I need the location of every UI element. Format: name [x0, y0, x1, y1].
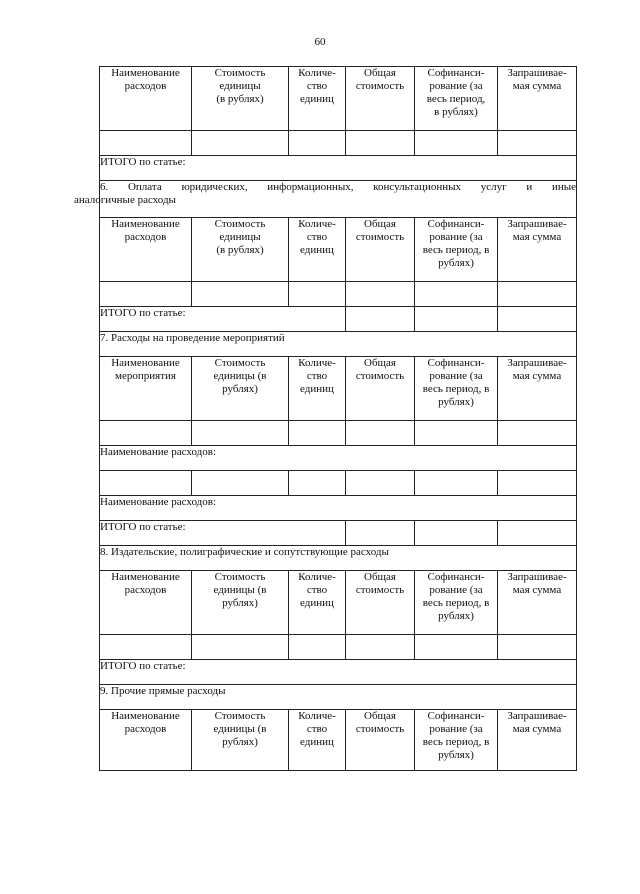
column-header [415, 710, 498, 771]
total-row [100, 156, 577, 181]
cell [289, 471, 346, 496]
column-header-line: рублях) [438, 396, 474, 408]
column-header-line: стоимость [355, 370, 405, 382]
section-title-row [100, 685, 577, 710]
cell [192, 471, 289, 496]
column-header-line: Запрашивае- [507, 218, 567, 230]
column-header [289, 357, 346, 421]
column-header-line: Запрашивае- [507, 357, 567, 369]
cell [192, 421, 289, 446]
column-header [498, 67, 577, 131]
column-header-line: (в рублях) [216, 244, 264, 256]
expense-name-label: Наименование расходов: [100, 446, 577, 471]
cell [192, 131, 289, 156]
expense-name-label: Наименование расходов: [100, 496, 577, 521]
column-header [346, 710, 415, 771]
total-label: ИТОГО по статье: [100, 521, 346, 546]
cell [100, 421, 192, 446]
column-header-line: Стоимость [214, 710, 266, 722]
column-header-line: ство [306, 584, 328, 596]
column-header-line: рублях) [222, 597, 258, 609]
cell [289, 131, 346, 156]
column-header [346, 67, 415, 131]
column-header-line: рование (за [429, 584, 483, 596]
column-header-line: весь период, [426, 93, 486, 105]
total-row [100, 660, 577, 685]
column-header-line: Количе- [298, 67, 336, 79]
section-6-line-1: 6. Оплата юридических, информационных, консультационных услуг и иные [100, 181, 576, 193]
column-header-line: единиц [300, 736, 334, 748]
column-header-line: рублях) [438, 610, 474, 622]
column-header-line: рублях) [438, 257, 474, 269]
column-header-line: единицы [219, 231, 261, 243]
column-header [498, 357, 577, 421]
blank-row [100, 131, 577, 156]
column-header-line: Общая [364, 67, 396, 79]
column-header-line: стоимость [355, 80, 405, 92]
cell [289, 282, 346, 307]
column-header-line: (в рублях) [216, 93, 264, 105]
section-title-row [100, 332, 577, 357]
column-header [192, 67, 289, 131]
cell [498, 282, 577, 307]
column-header-line: рублях) [222, 736, 258, 748]
column-header-line: Количе- [298, 218, 336, 230]
column-header-line: Софинанси- [427, 357, 485, 369]
cell [415, 282, 498, 307]
section-9-title: 9. Прочие прямые расходы [100, 685, 577, 710]
column-header [192, 571, 289, 635]
expense-name-row [100, 496, 577, 521]
column-header-line: рование (за [429, 723, 483, 735]
column-header-line: ство [306, 370, 328, 382]
column-header [498, 571, 577, 635]
column-header-line: Софинанси- [427, 710, 485, 722]
total-label: ИТОГО по статье: [100, 660, 577, 685]
column-header-line: Количе- [298, 710, 336, 722]
cell [415, 471, 498, 496]
column-header [415, 67, 498, 131]
column-header-line: стоимость [355, 231, 405, 243]
header-row [100, 218, 577, 282]
column-header-line: Наименование [111, 710, 180, 722]
blank-row [100, 282, 577, 307]
column-header-line: единиц [300, 93, 334, 105]
column-header [346, 218, 415, 282]
cell [415, 131, 498, 156]
cell [100, 131, 192, 156]
column-header-line: единицы [219, 80, 261, 92]
column-header-line: Общая [364, 218, 396, 230]
cell [289, 635, 346, 660]
section-title-row [100, 546, 577, 571]
cell [346, 635, 415, 660]
column-header [289, 67, 346, 131]
cell [415, 635, 498, 660]
column-header-line: расходов [124, 723, 167, 735]
column-header-line: рублях) [222, 383, 258, 395]
cell [192, 282, 289, 307]
column-header-line: единицы (в [213, 370, 267, 382]
column-header-line: ство [306, 80, 328, 92]
column-header-line: ство [306, 723, 328, 735]
column-header-line: стоимость [355, 723, 405, 735]
column-header-line: стоимость [355, 584, 405, 596]
column-header-line: Наименование [111, 571, 180, 583]
column-header-line: мая сумма [512, 584, 562, 596]
cell [346, 421, 415, 446]
column-header [415, 571, 498, 635]
column-header-line: Стоимость [214, 218, 266, 230]
section-7-title: 7. Расходы на проведение мероприятий [100, 332, 577, 357]
cell [346, 131, 415, 156]
cell [346, 471, 415, 496]
column-header-line: Софинанси- [427, 67, 485, 79]
total-label: ИТОГО по статье: [100, 156, 577, 181]
column-header [289, 710, 346, 771]
column-header-line: мая сумма [512, 80, 562, 92]
total-label: ИТОГО по статье: [100, 307, 346, 332]
column-header-line: мая сумма [512, 723, 562, 735]
column-header-line: расходов [124, 231, 167, 243]
column-header [192, 357, 289, 421]
column-header-line: мая сумма [512, 370, 562, 382]
cell [415, 421, 498, 446]
header-row [100, 67, 577, 131]
cell [100, 282, 192, 307]
column-header-line: в рублях) [434, 106, 478, 118]
cell [498, 471, 577, 496]
column-header-line: рублях) [438, 749, 474, 761]
page-number: 60 [314, 36, 326, 48]
column-header-line: Наименование [111, 357, 180, 369]
column-header [100, 67, 192, 131]
cell [346, 307, 415, 332]
section-6-line-2: аналогичные расходы [74, 194, 176, 206]
header-row [100, 357, 577, 421]
cell [498, 131, 577, 156]
column-header [192, 710, 289, 771]
column-header [415, 357, 498, 421]
column-header-line: мероприятия [115, 370, 176, 382]
header-row [100, 710, 577, 771]
column-header-line: расходов [124, 80, 167, 92]
column-header-line: Общая [364, 710, 396, 722]
section-6-title [74, 181, 577, 218]
column-header-line: мая сумма [512, 231, 562, 243]
cell [415, 521, 498, 546]
cell [498, 521, 577, 546]
column-header [100, 218, 192, 282]
column-header-line: рование (за [429, 370, 483, 382]
column-header [346, 571, 415, 635]
column-header-line: Общая [364, 357, 396, 369]
column-header [100, 710, 192, 771]
blank-row [100, 471, 577, 496]
column-header [415, 218, 498, 282]
cell [498, 307, 577, 332]
budget-table [74, 66, 577, 771]
section-title-row [100, 181, 577, 218]
column-header [498, 218, 577, 282]
column-header [289, 218, 346, 282]
cell [289, 421, 346, 446]
column-header [100, 357, 192, 421]
column-header-line: единицы (в [213, 584, 267, 596]
cell [192, 635, 289, 660]
total-row [100, 307, 577, 332]
column-header [498, 710, 577, 771]
column-header-line: Запрашивае- [507, 571, 567, 583]
column-header-line: Стоимость [214, 357, 266, 369]
column-header-line: единиц [300, 383, 334, 395]
column-header-line: расходов [124, 584, 167, 596]
column-header-line: Наименование [111, 67, 180, 79]
column-header-line: единиц [300, 244, 334, 256]
column-header-line: весь период, в [422, 597, 490, 609]
column-header [100, 571, 192, 635]
column-header-line: ство [306, 231, 328, 243]
cell [100, 635, 192, 660]
column-header-line: Стоимость [214, 67, 266, 79]
cell [498, 635, 577, 660]
cell [346, 521, 415, 546]
expense-name-row [100, 446, 577, 471]
column-header-line: Стоимость [214, 571, 266, 583]
column-header-line: Софинанси- [427, 218, 485, 230]
header-row [100, 571, 577, 635]
column-header-line: Софинанси- [427, 571, 485, 583]
column-header-line: Общая [364, 571, 396, 583]
column-header-line: Количе- [298, 357, 336, 369]
column-header-line: Запрашивае- [507, 67, 567, 79]
cell [415, 307, 498, 332]
column-header-line: Количе- [298, 571, 336, 583]
column-header [346, 357, 415, 421]
column-header-line: рование (за [429, 231, 483, 243]
cell [346, 282, 415, 307]
column-header-line: весь период, в [422, 736, 490, 748]
cell [498, 421, 577, 446]
column-header [192, 218, 289, 282]
blank-row [100, 421, 577, 446]
column-header-line: единицы (в [213, 723, 267, 735]
column-header-line: Наименование [111, 218, 180, 230]
column-header-line: единиц [300, 597, 334, 609]
section-8-title: 8. Издательские, полиграфические и сопутствующие расходы [100, 546, 577, 571]
column-header-line: рование (за [429, 80, 483, 92]
column-header [289, 571, 346, 635]
cell [100, 471, 192, 496]
column-header-line: Запрашивае- [507, 710, 567, 722]
total-row [100, 521, 577, 546]
column-header-line: весь период, в [422, 244, 490, 256]
column-header-line: весь период, в [422, 383, 490, 395]
blank-row [100, 635, 577, 660]
